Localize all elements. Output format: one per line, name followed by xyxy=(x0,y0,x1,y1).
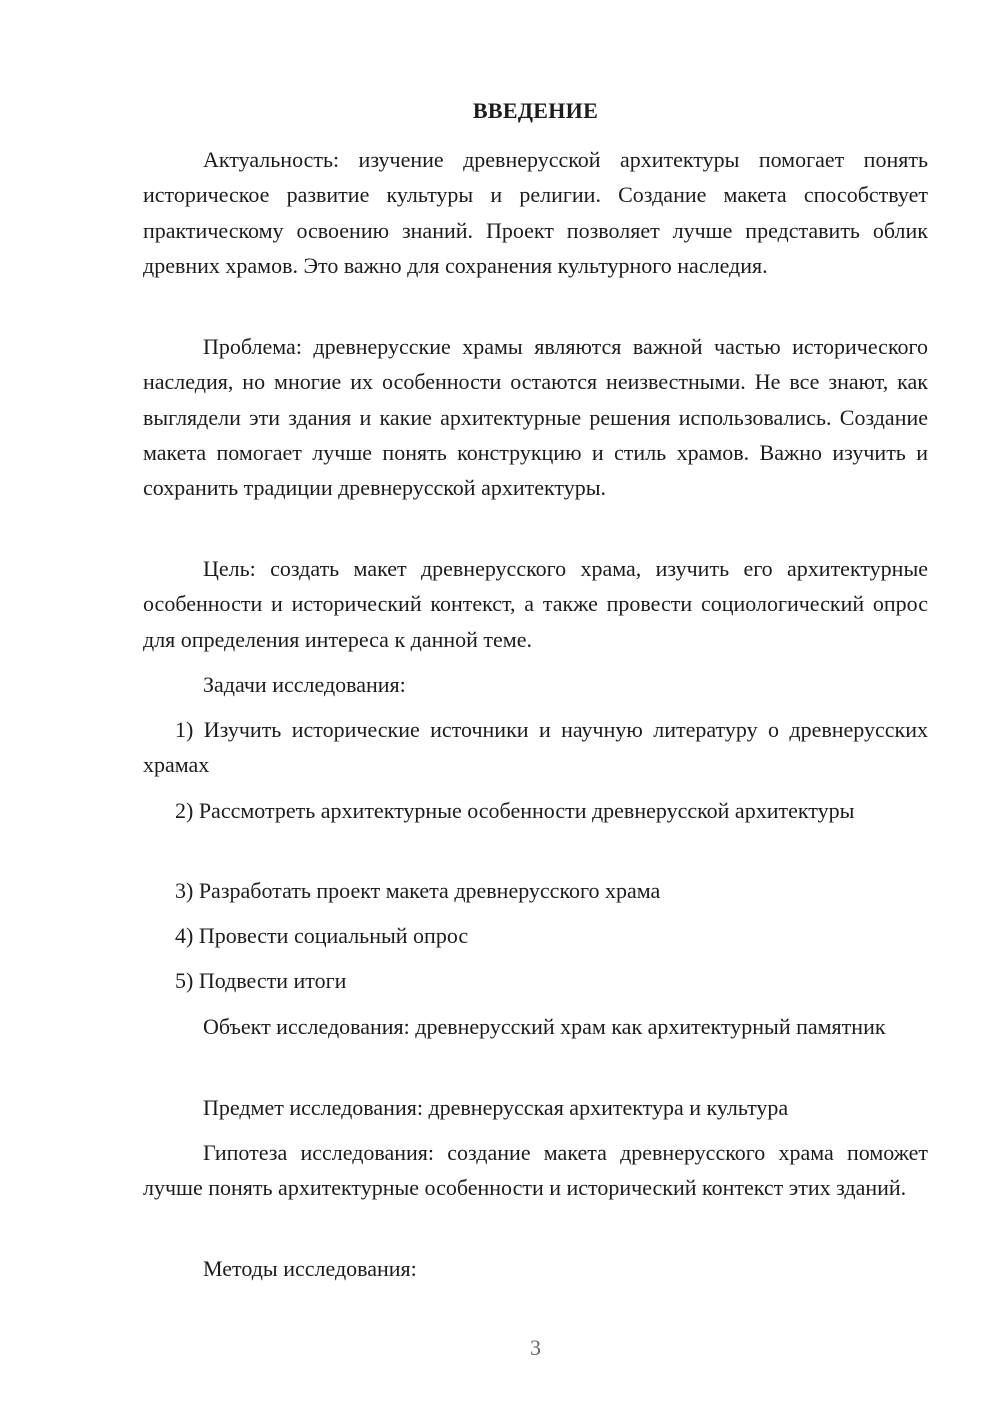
task-item-5: 5) Подвести итоги xyxy=(175,968,347,993)
task-item-3: 3) Разработать проект макета древнерусского храма xyxy=(175,878,661,903)
problem-paragraph: Проблема: древнерусские храмы являются важной частью исторического наследия, но многие их особенности остаются неизвестными. Не все знают, как выглядели эти здания и какие архитектурные решения использовались. Создание макета помогает лучше понять конструкцию и стиль храмов. Важно изучить и сохранить традиции древнерусской архитектуры. xyxy=(143,334,928,501)
tasks-heading: Задачи исследования: xyxy=(203,672,406,697)
task-item-4: 4) Провести социальный опрос xyxy=(175,923,469,948)
task-item-1: 1) Изучить исторические источники и научную литературу о древнерусских храмах xyxy=(143,717,928,778)
object-paragraph: Объект исследования: древнерусский храм как архитектурный памятник xyxy=(203,1014,886,1039)
task-item-2: 2) Рассмотреть архитектурные особенности древнерусской архитектуры xyxy=(175,798,855,823)
page-title: ВВЕДЕНИЕ xyxy=(472,98,599,123)
goal-paragraph: Цель: создать макет древнерусского храма, изучить его архитектурные особенности и исторический контекст, а также провести социологический опрос для определения интереса к данной теме. xyxy=(143,556,928,652)
subject-paragraph: Предмет исследования: древнерусская архитектура и культура xyxy=(203,1095,789,1120)
hypothesis-paragraph: Гипотеза исследования: создание макета древнерусского храма поможет лучше понять архитектурные особенности и исторический контекст этих зданий. xyxy=(143,1140,928,1201)
page-number: 3 xyxy=(530,1335,541,1360)
methods-heading: Методы исследования: xyxy=(203,1256,417,1281)
relevance-paragraph: Актуальность: изучение древнерусской архитектуры помогает понять историческое развитие культуры и религии. Создание макета способствует практическому освоению знаний. Проект позволяет лучше представить облик древних храмов. Это важно для сохранения культурного наследия. xyxy=(143,147,928,278)
